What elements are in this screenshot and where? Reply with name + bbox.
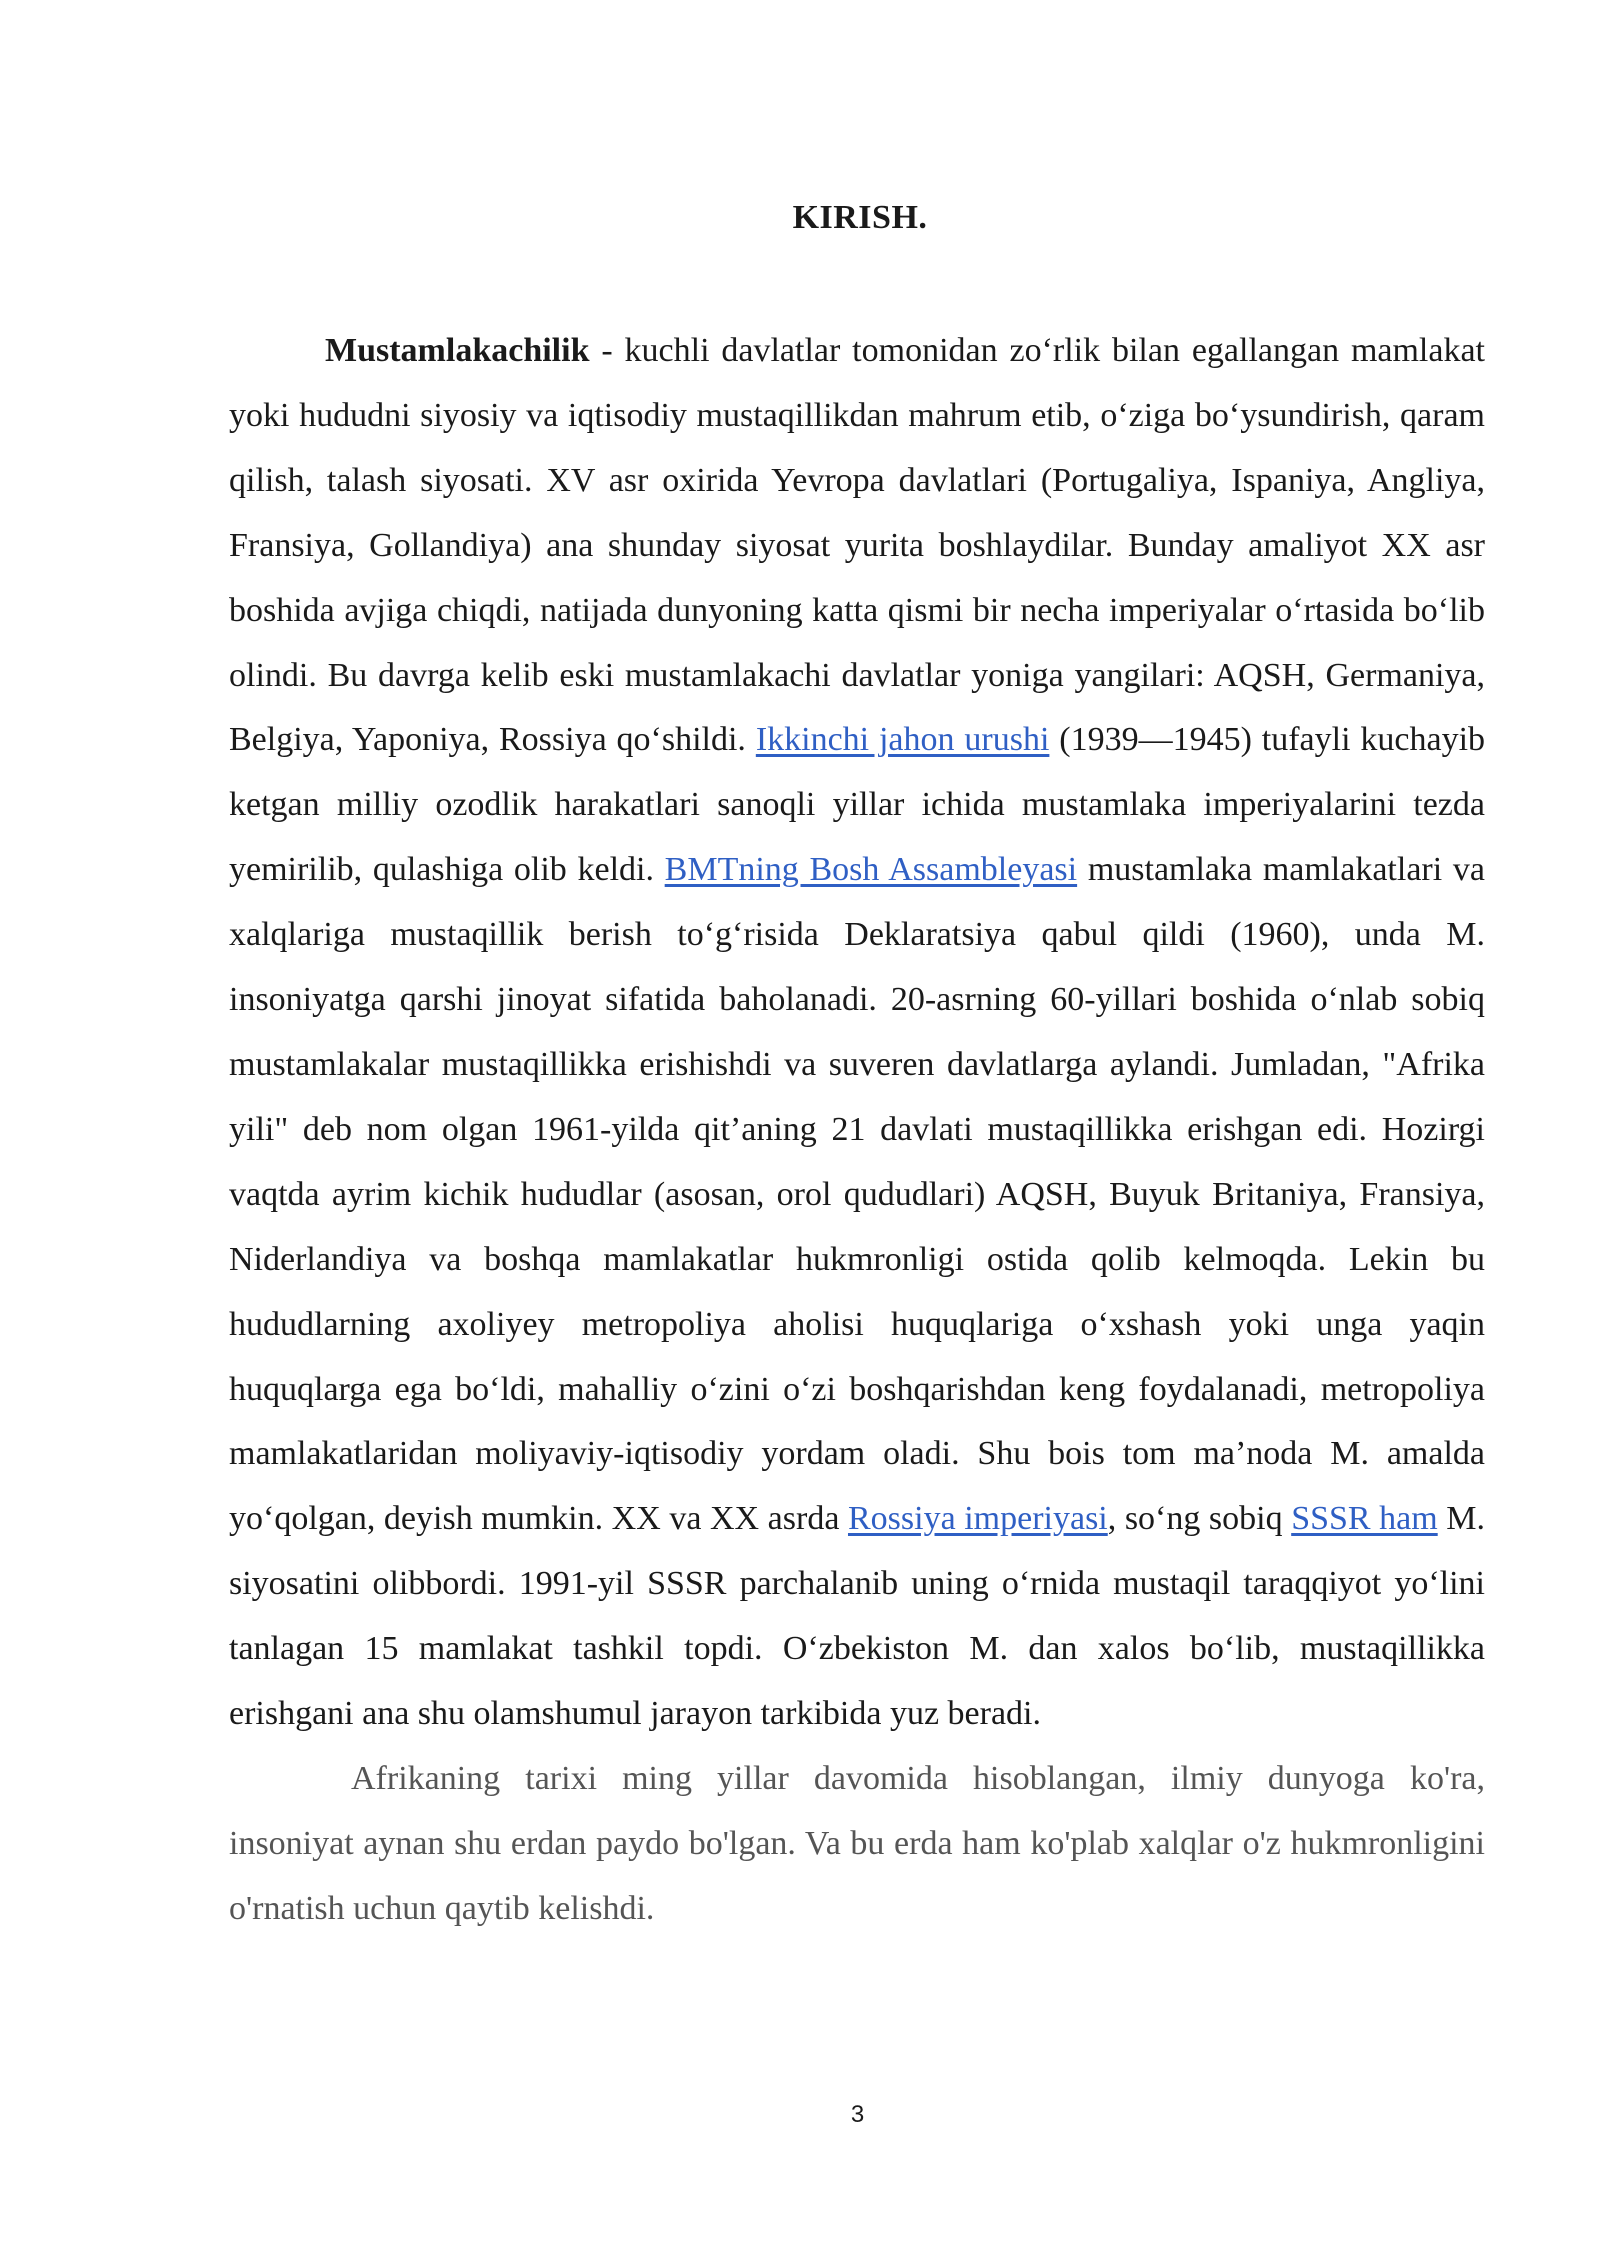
document-body: [229, 319, 1485, 1942]
africa-paragraph: Afrikaning tarixi ming yillar davomida hisoblangan, ilmiy dunyoga ko'ra, insoniyat aynan shu erdan paydo bo'lgan. Va bu erda ham ko'plab xalqlar o'z hukmronligini o'rnatish uchun qaytib kelishdi.: [229, 1759, 1485, 1927]
link-sssr[interactable]: SSSR ham: [1291, 1500, 1438, 1538]
paragraph-text: M. siyosatini olibbordi. 1991-yil SSSR parchalanib uning o‘rnida mustaqil taraqqiyot yo‘lini tanlagan 15 mamlakat tashkil topdi. O‘zbekiston M. dan xalos bo‘lib, mustaqillikka erishgani ana shu olamshumul jarayon tarkibida yuz beradi.: [229, 1500, 1486, 1733]
intro-paragraph: [229, 319, 1485, 1747]
paragraph-text: (1939—1945) tufayli kuchayib ketgan milliy ozodlik harakatlari sanoqli yillar ichida mustamlaka imperiyalarini tezda yemirilib, qulashiga olib keldi.: [229, 721, 1486, 889]
paragraph-text: - kuchli davlatlar tomonidan zo‘rlik bilan egallangan mamlakat yoki hududni siyosiy va iqtisodiy mustaqillikdan mahrum etib, o‘ziga bo‘ysundirish, qaram qilish, talash siyosati. XV asr oxirida Yevropa davlatlari (Portugaliya, Ispaniya, Angliya, Fransiya, Gollandiya) ana shunday siyosat yurita boshlaydilar. Bunday amaliyot XX asr boshida avjiga chiqdi, natijada dunyoning katta qismi bir necha imperiyalar o‘rtasida bo‘lib olindi. Bu davrga kelib eski mustamlakachi davlatlar yoniga yangilari: AQSH, Germaniya, Belgiya, Yaponiya, Rossiya qo‘shildi.: [229, 332, 1485, 759]
link-ikkinchi-jahon-urushi[interactable]: Ikkinchi jahon urushi: [755, 721, 1050, 759]
defined-term: Mustamlakachilik: [325, 332, 590, 369]
page-number: 3: [850, 2101, 865, 2128]
paragraph-text: , so‘ng sobiq: [1107, 1500, 1292, 1538]
page-title: KIRISH.: [792, 199, 928, 236]
paragraph-text: mustamlaka mamlakatlari va xalqlariga mustaqillik berish to‘g‘risida Deklaratsiya qabul qildi (1960), unda M. insoniyatga qarshi jinoyat sifatida baholanadi. 20-asrning 60-yillari boshida o‘nlab sobiq mustamlakalar mustaqillikka erishishdi va suveren davlatlarga aylandi. Jumladan, "Afrika yili" deb nom olgan 1961-yilda qit’aning 21 davlati mustaqillikka erishgan edi. Hozirgi vaqtda ayrim kichik hududlar (asosan, orol qududlari) AQSH, Buyuk Britaniya, Fransiya, Niderlandiya va boshqa mamlakatlar hukmronligi ostida qolib kelmoqda. Lekin bu hududlarning axoliyey metropoliya aholisi huquqlariga o‘xshash yoki unga yaqin huquqlarga ega bo‘ldi, mahalliy o‘zini o‘zi boshqarishdan keng foydalanadi, metropoliya mamlakatlaridan moliyaviy-iqtisodiy yordam oladi. Shu bois tom ma’noda M. amalda yo‘qolgan, deyish mumkin. XX va XX asrda: [229, 851, 1485, 1538]
link-bmt-bosh-assambleyasi[interactable]: BMTning Bosh Assambleyasi: [664, 851, 1078, 889]
link-rossiya-imperiyasi[interactable]: Rossiya imperiyasi: [847, 1500, 1108, 1538]
